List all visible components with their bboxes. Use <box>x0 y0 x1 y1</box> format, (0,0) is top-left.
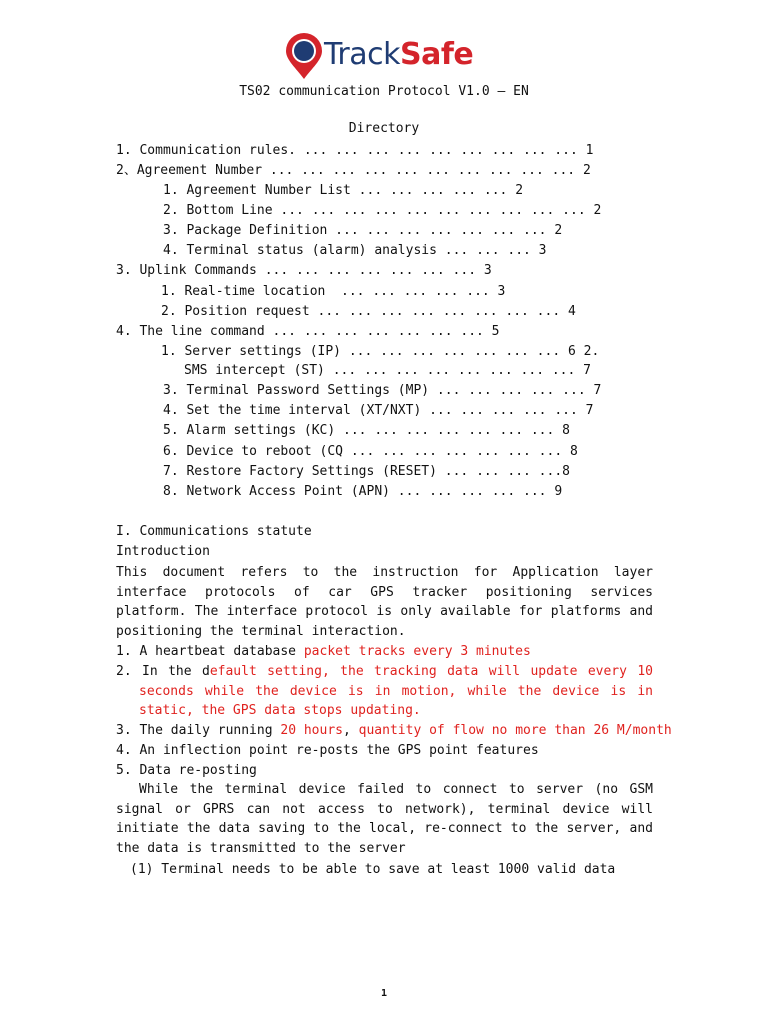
toc-entry: 1. Agreement Number List ... ... ... ... ... 2 <box>163 183 524 198</box>
section-heading: I. Communications statute <box>116 524 312 539</box>
item-text: 3. The daily running <box>116 723 281 738</box>
list-item <box>116 642 531 662</box>
toc-entry: 3. Package Definition ... ... ... ... ... ... ... 2 <box>163 223 563 238</box>
list-item <box>116 721 672 741</box>
item-text: 2. In the d <box>116 664 210 679</box>
highlighted-text: quantity of flow no more than 26 M/month <box>358 723 672 738</box>
item-text: 1. A heartbeat database <box>116 644 304 659</box>
toc-entry: SMS intercept (ST) ... ... ... ... ... ... ... ... 7 <box>184 363 591 378</box>
location-pin-icon <box>284 32 324 80</box>
brand-safe: Safe <box>400 37 474 72</box>
highlighted-text: 20 hours <box>280 723 343 738</box>
item-text: , <box>343 723 359 738</box>
highlighted-text: packet tracks every 3 minutes <box>303 644 531 659</box>
intro-heading: Introduction <box>116 544 210 559</box>
toc-entry: 1. Communication rules. ... ... ... ... ... ... ... ... ... 1 <box>116 143 594 158</box>
toc-entry: 1. Real-time location ... ... ... ... ... 3 <box>161 284 506 299</box>
toc-entry: 2. Position request ... ... ... ... ... ... ... ... 4 <box>161 304 576 319</box>
toc-entry: 4. Set the time interval (XT/NXT) ... ... ... ... ... 7 <box>163 403 594 418</box>
toc-entry: 6. Device to reboot (CQ ... ... ... ... ... ... ... 8 <box>163 444 578 459</box>
toc-entry: 1. Server settings (IP) ... ... ... ... ... ... ... 6 2. <box>161 344 600 359</box>
toc-entry: 8. Network Access Point (APN) ... ... ... ... ... 9 <box>163 484 563 499</box>
toc-entry: 4. Terminal status (alarm) analysis ... ... ... 3 <box>163 243 547 258</box>
toc-entry: 7. Restore Factory Settings (RESET) ... ... ... ...8 <box>163 464 570 479</box>
toc-entry: 3. Terminal Password Settings (MP) ... ... ... ... ... 7 <box>163 383 602 398</box>
brand-name <box>324 36 473 74</box>
list-item: 4. An inflection point re-posts the GPS point features <box>116 743 539 758</box>
sub-list-item: (1) Terminal needs to be able to save at least 1000 valid data <box>130 862 616 877</box>
reposting-paragraph: While the terminal device failed to connect to server (no GSM signal or GPRS can not access to network), terminal device will initiate the data saving to the local, re-connect to the server, and the data is transmitted to the server <box>116 782 653 857</box>
highlighted-text: efault setting, the tracking data will update every 10 seconds while the device is in motion, while the device is in static, the GPS data stops updating. <box>139 664 654 719</box>
toc-entry: 2、Agreement Number ... ... ... ... ... ... ... ... ... ... 2 <box>116 163 591 178</box>
brand-track: Track <box>324 37 401 72</box>
toc-entry: 2. Bottom Line ... ... ... ... ... ... ... ... ... ... 2 <box>163 203 602 218</box>
list-item <box>116 662 653 721</box>
intro-paragraph: This document refers to the instruction for Application layer interface protocols of car GPS tracker positioning services platform. The interface protocol is only available for platforms and positioning the terminal interaction. <box>116 565 653 640</box>
toc-entry: 5. Alarm settings (KC) ... ... ... ... ... ... ... 8 <box>163 423 570 438</box>
list-item: 5. Data re-posting <box>116 763 257 778</box>
toc-entry: 3. Uplink Commands ... ... ... ... ... ... ... 3 <box>116 263 492 278</box>
page-number: 1 <box>380 988 388 999</box>
document-title: TS02 communication Protocol V1.0 – EN <box>239 84 529 99</box>
tracksafe-logo <box>284 30 494 80</box>
toc-entry: 4. The line command ... ... ... ... ... ... ... 5 <box>116 324 500 339</box>
directory-heading: Directory <box>348 121 420 136</box>
